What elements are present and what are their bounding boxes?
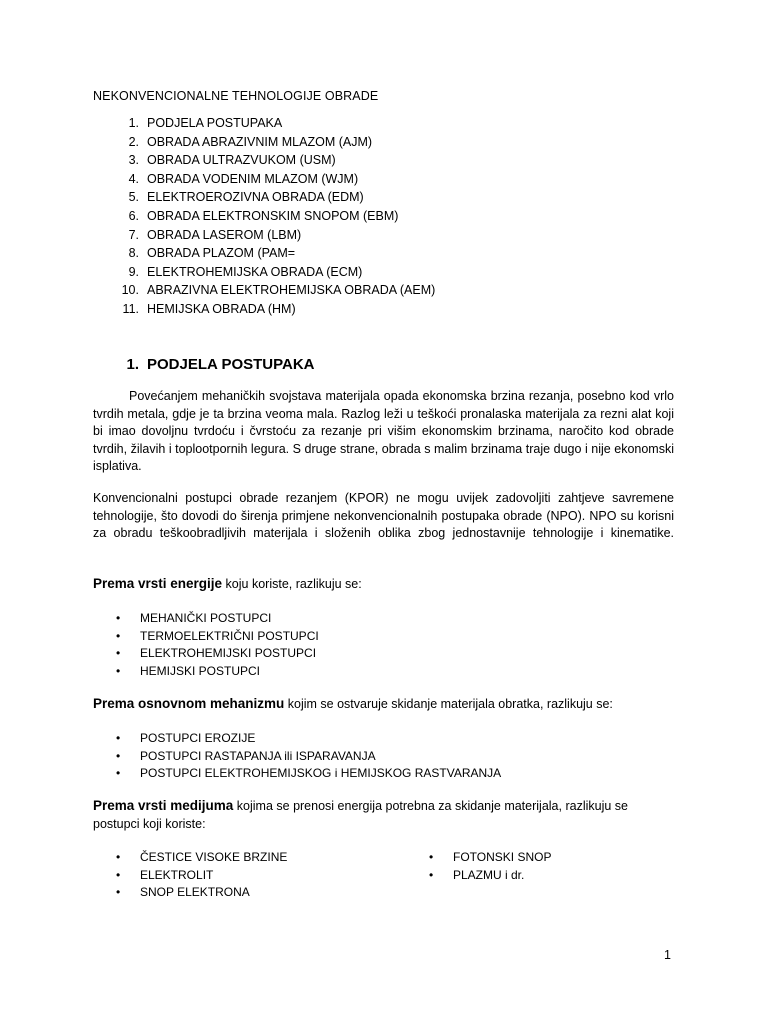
list-item-text: POSTUPCI EROZIJE xyxy=(140,731,256,745)
bullet-icon: • xyxy=(116,731,121,745)
lead-mechanism-bold: Prema osnovnom mehanizmu xyxy=(93,696,285,711)
toc-item xyxy=(93,300,653,319)
toc-item xyxy=(93,244,653,263)
lead-mechanism-rest: kojim se ostvaruje skidanje materijala obratka, razlikuju se: xyxy=(284,697,613,711)
lead-energy-bold: Prema vrsti energije xyxy=(93,576,223,591)
list-item-text: ELEKTROHEMIJSKI POSTUPCI xyxy=(140,646,317,660)
medium-list-left xyxy=(116,849,287,902)
toc-text: ELEKTROEROZIVNA OBRADA (EDM) xyxy=(147,190,364,205)
paragraph-conventional: Konvencionalni postupci obrade rezanjem (KPOR) ne mogu uvijek zadovoljiti zahtjeve savremene tehnologije, što dovodi do širenja primjene nekonvencionalnih postupaka obrade (NPO). NPO su korisni za obradu teškoobradljivih materijala i složenih oblika zbog jednostavnije tehnologije i kinematike. xyxy=(93,491,674,540)
list-item-text: SNOP ELEKTRONA xyxy=(140,885,250,899)
toc-text: PODJELA POSTUPAKA xyxy=(147,116,283,130)
list-item xyxy=(429,867,551,885)
toc-text: OBRADA VODENIM MLAZOM (WJM) xyxy=(147,171,359,186)
toc-text: OBRADA ELEKTRONSKIM SNOPOM (EBM) xyxy=(147,208,399,223)
toc-number: 3. xyxy=(128,153,139,168)
toc-item xyxy=(93,133,653,152)
bullet-icon: • xyxy=(116,867,121,882)
toc-text: OBRADA ULTRAZVUKOM (USM) xyxy=(147,153,336,168)
bullet-icon: • xyxy=(116,766,121,780)
lead-medium-rest: kojima se prenosi energija potrebna za skidanje materijala, razlikuju se postupci koji koriste: xyxy=(93,799,628,831)
toc-item xyxy=(93,226,653,245)
toc-item xyxy=(93,114,653,133)
list-item-text: ČESTICE VISOKE BRZINE xyxy=(140,850,288,864)
lead-energy xyxy=(93,575,693,594)
list-item-text: HEMIJSKI POSTUPCI xyxy=(140,663,261,678)
toc-item xyxy=(93,188,653,207)
list-item-text: TERMOELEKTRIČNI POSTUPCI xyxy=(140,628,319,643)
list-item xyxy=(116,884,287,902)
list-item-text: ELEKTROLIT xyxy=(140,867,214,882)
list-item xyxy=(116,765,501,783)
list-item xyxy=(429,849,551,867)
toc-item xyxy=(93,170,653,189)
toc-number: 10. xyxy=(121,283,139,298)
toc-number: 8. xyxy=(128,246,139,261)
toc-item xyxy=(93,151,653,170)
list-item xyxy=(116,748,501,766)
lead-mechanism xyxy=(93,695,693,714)
list-item-text: POSTUPCI ELEKTROHEMIJSKOG i HEMIJSKOG RASTVARANJA xyxy=(140,766,502,780)
list-item-text: POSTUPCI RASTAPANJA ili ISPARAVANJA xyxy=(140,748,376,763)
section-heading xyxy=(93,356,653,373)
bullet-icon: • xyxy=(116,748,121,763)
bullet-icon: • xyxy=(116,611,121,625)
section-number: 1. xyxy=(126,356,139,373)
medium-list-right xyxy=(429,849,551,884)
toc-number: 2. xyxy=(128,134,139,149)
lead-energy-rest: koju koriste, razlikuju se: xyxy=(222,577,362,591)
list-item-text: MEHANIČKI POSTUPCI xyxy=(140,611,272,625)
list-item xyxy=(116,663,319,681)
page-number: 1 xyxy=(664,948,671,962)
toc-text: OBRADA PLAZOM (PAM= xyxy=(147,246,296,261)
list-item-text: PLAZMU i dr. xyxy=(453,867,525,882)
list-item xyxy=(116,645,319,663)
mechanism-list xyxy=(116,730,501,783)
paragraph-intro: Povećanjem mehaničkih svojstava materijala opada ekonomska brzina rezanja, posebno kod vrlo tvrdih metala, gdje je ta brzina veoma mala. Razlog leži u teškoći pronalaska materijala za rezni alat koji bi imao dovoljnu tvrdoću i čvrstoću za rezanje pri višim ekonomskim brzinama, naročito kod obrade tvrdih, žilavih i toplootpornih legura. S druge strane, obrada s malim brzinama traje dugo i nije ekonomski isplativa. xyxy=(93,389,674,473)
list-item xyxy=(116,628,319,646)
bullet-icon: • xyxy=(116,850,121,864)
toc-item xyxy=(93,207,653,226)
lead-medium-bold: Prema vrsti medijuma xyxy=(93,798,234,813)
bullet-icon: • xyxy=(429,867,434,882)
bullet-icon: • xyxy=(429,850,434,864)
list-item xyxy=(116,867,287,885)
list-item-text: FOTONSKI SNOP xyxy=(453,850,552,864)
document-title: NEKONVENCIONALNE TEHNOLOGIJE OBRADE xyxy=(93,89,379,103)
list-item xyxy=(116,610,319,628)
toc-number: 6. xyxy=(128,208,139,223)
bullet-icon: • xyxy=(116,663,121,678)
list-item xyxy=(116,730,501,748)
bullet-icon: • xyxy=(116,885,121,899)
section-title: PODJELA POSTUPAKA xyxy=(147,356,315,373)
toc-item xyxy=(93,281,653,300)
bullet-icon: • xyxy=(116,646,121,660)
toc-number: 1. xyxy=(128,116,139,130)
table-of-contents xyxy=(93,114,653,319)
toc-text: OBRADA LASEROM (LBM) xyxy=(147,227,302,242)
toc-number: 7. xyxy=(128,227,139,242)
toc-number: 4. xyxy=(128,171,139,186)
bullet-icon: • xyxy=(116,628,121,643)
toc-item xyxy=(93,263,653,282)
toc-number: 5. xyxy=(128,190,139,205)
toc-number: 9. xyxy=(128,264,139,279)
toc-text: ABRAZIVNA ELEKTROHEMIJSKA OBRADA (AEM) xyxy=(147,283,436,298)
toc-number: 11. xyxy=(122,301,139,316)
toc-text: ELEKTROHEMIJSKA OBRADA (ECM) xyxy=(147,264,363,279)
energy-list xyxy=(116,610,319,680)
toc-text: HEMIJSKA OBRADA (HM) xyxy=(147,301,296,316)
lead-medium xyxy=(93,797,674,833)
toc-text: OBRADA ABRAZIVNIM MLAZOM (AJM) xyxy=(147,134,373,149)
list-item xyxy=(116,849,287,867)
